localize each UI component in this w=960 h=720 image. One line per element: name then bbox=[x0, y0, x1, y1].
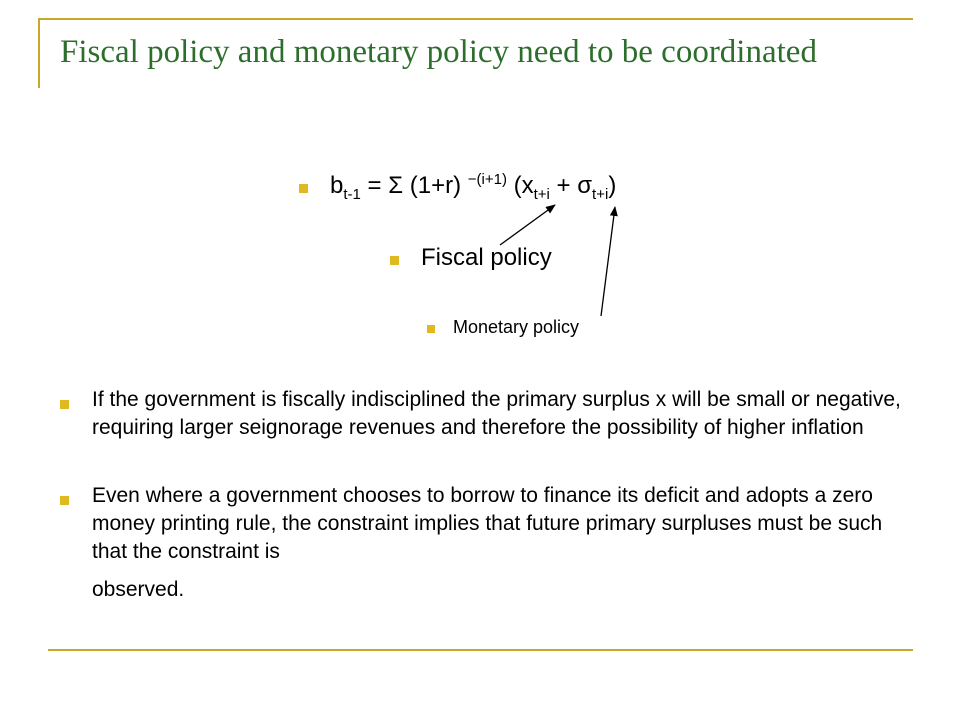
paragraph-2-last-line: observed. bbox=[92, 578, 185, 601]
paragraph-fiscal-indiscipline: If the government is fiscally indisciplined the primary surplus x will be small or negative, requiring larger seignorage revenues and therefore the possibility of higher inflation bbox=[92, 388, 901, 439]
paragraph-1-bullet-icon bbox=[60, 400, 69, 409]
monetary-arrow bbox=[601, 207, 615, 316]
paragraph-borrowing bbox=[92, 482, 922, 604]
budget-constraint-formula: $b_{t-1} = \Sigma$ (1+r) $^{-(i+1)}$ $(x_{t+i} + \sigma_{t+i})$ bbox=[330, 171, 617, 203]
slide-title: Fiscal policy and monetary policy need to be coordinated bbox=[60, 34, 817, 70]
fiscal-policy-label: Fiscal policy bbox=[421, 244, 552, 271]
fiscal-arrow bbox=[500, 205, 555, 245]
paragraph-2-bullet-icon bbox=[60, 496, 69, 505]
monetary-policy-label: Monetary policy bbox=[453, 317, 580, 337]
paragraph-2-text: Even where a government chooses to borrow to finance its deficit and adopts a zero money printing rule, the constraint implies that future primary surpluses must be such that the constraint is bbox=[92, 484, 883, 563]
bottom-rule bbox=[48, 649, 913, 651]
